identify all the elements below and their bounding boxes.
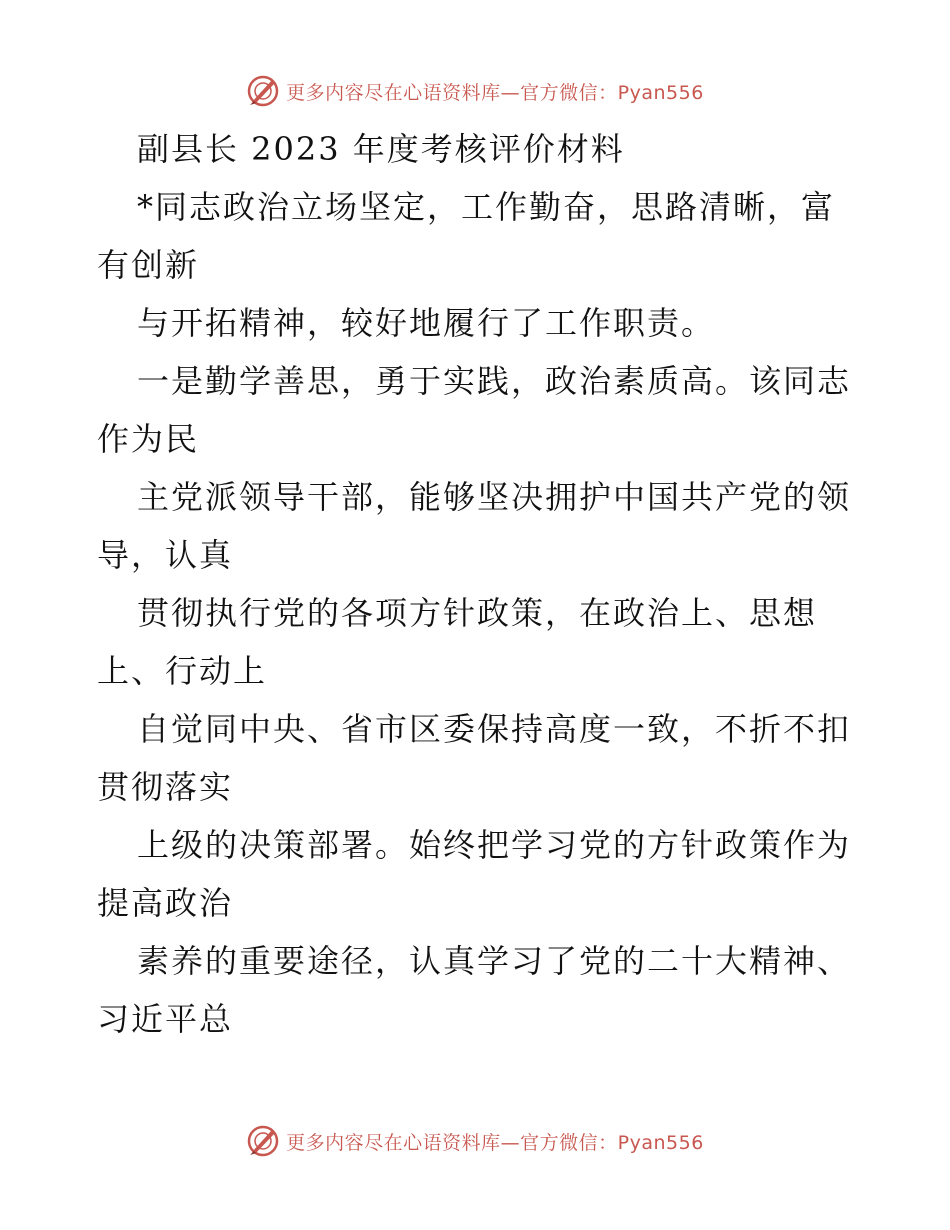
quill-logo-icon (246, 1124, 280, 1158)
paragraph-line: 一是勤学善思，勇于实践，政治素质高。该同志 (137, 362, 852, 400)
paragraph-line: 素养的重要途径，认真学习了党的二十大精神、 (137, 942, 852, 980)
paragraph-line: 与开拓精神，较好地履行了工作职责。 (137, 304, 716, 342)
quill-logo-icon (246, 74, 280, 108)
paragraph-line: 作为民 (97, 420, 200, 458)
paragraph-line: 自觉同中央、省市区委保持高度一致，不折不扣 (137, 710, 852, 748)
paragraph-line: 贯彻落实 (97, 768, 234, 806)
paragraph-line: *同志政治立场坚定，工作勤奋，思路清晰，富 (137, 188, 836, 226)
document-body (97, 120, 857, 1048)
paragraph-line: 习近平总 (97, 1000, 234, 1038)
paragraph-line: 导，认真 (97, 536, 234, 574)
paragraph-line: 主党派领导干部，能够坚决拥护中国共产党的领 (137, 478, 852, 516)
footer-watermark (0, 1121, 950, 1161)
paragraph-line: 提高政治 (97, 884, 234, 922)
header-watermark (0, 71, 950, 111)
watermark-text: 更多内容尽在心语资料库—官方微信：Pyan556 (286, 1131, 704, 1154)
paragraph-line: 上级的决策部署。始终把学习党的方针政策作为 (137, 826, 852, 864)
document-title: 副县长 2023 年度考核评价材料 (137, 130, 625, 168)
paragraph-line: 上、行动上 (97, 652, 268, 690)
watermark-text: 更多内容尽在心语资料库—官方微信：Pyan556 (286, 81, 704, 104)
paragraph-line: 有创新 (97, 246, 200, 284)
paragraph-line: 贯彻执行党的各项方针政策，在政治上、思想 (137, 594, 818, 632)
